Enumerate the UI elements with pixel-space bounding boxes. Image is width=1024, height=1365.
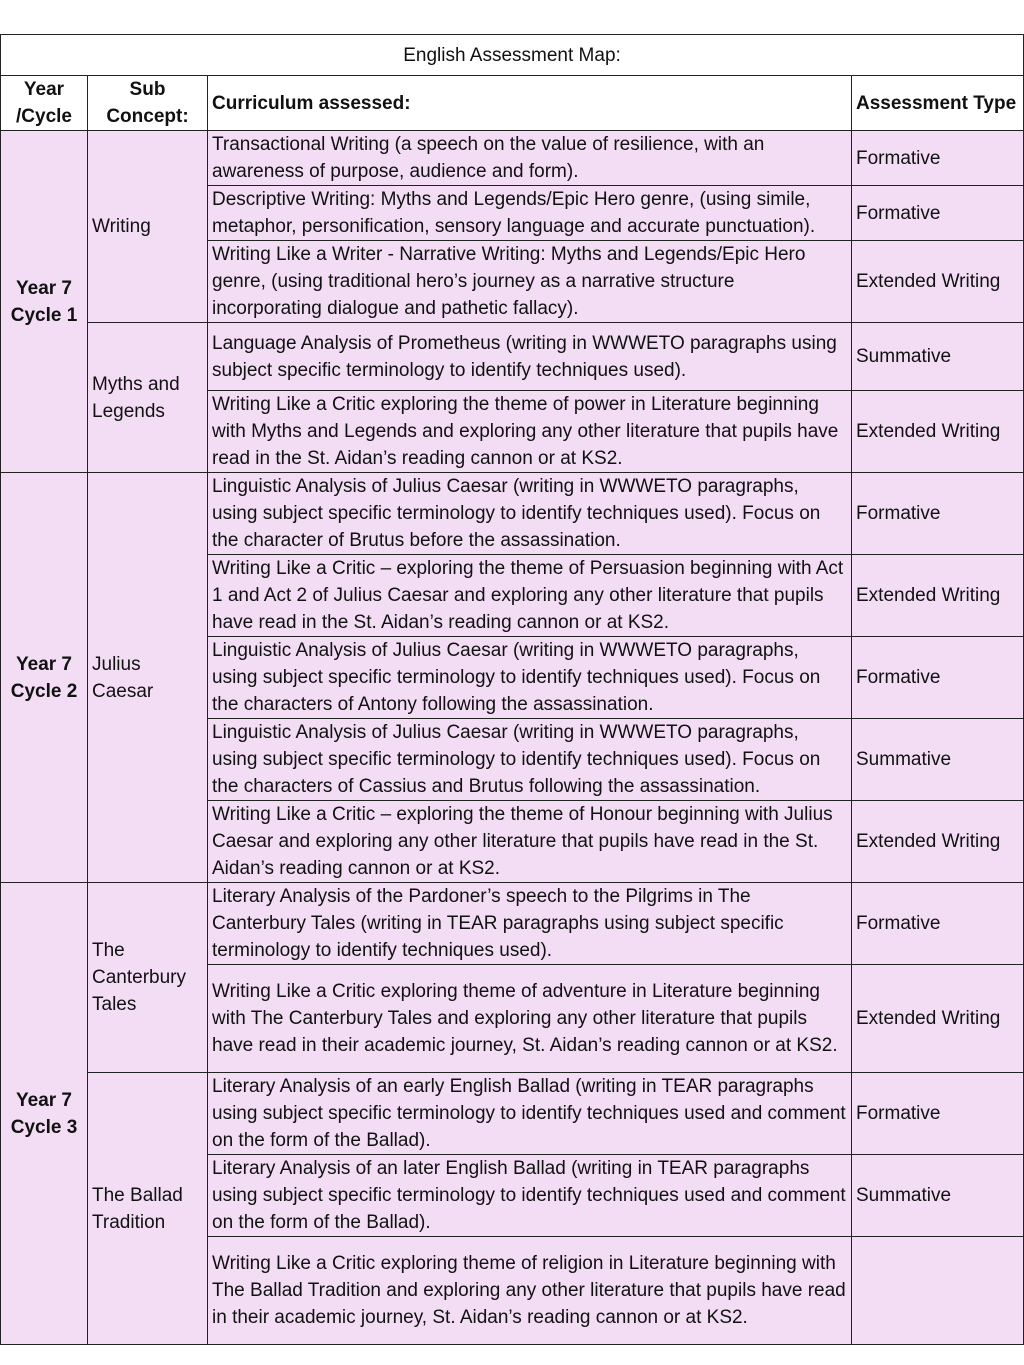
year-cycle-cell: Year 7 Cycle 3 — [1, 883, 88, 1345]
curriculum-cell: Transactional Writing (a speech on the value of resilience, with an awareness of purpose, audience and form). — [208, 131, 852, 186]
year-cycle-cell: Year 7 Cycle 2 — [1, 473, 88, 883]
assessment-type-cell: Formative — [852, 186, 1024, 241]
curriculum-cell: Literary Analysis of an later English Ballad (writing in TEAR paragraphs using subject specific terminology to identify techniques used and comment on the form of the Ballad). — [208, 1155, 852, 1237]
curriculum-cell: Writing Like a Critic exploring theme of adventure in Literature beginning with The Canterbury Tales and exploring any other literature that pupils have read in their academic journey, St. Aidan’s reading cannon or at KS2. — [208, 965, 852, 1073]
header-sub-concept: Sub Concept: — [88, 76, 208, 131]
curriculum-cell: Linguistic Analysis of Julius Caesar (writing in WWWETO paragraphs, using subject specific terminology to identify techniques used). Focus on the character of Brutus before the assassination. — [208, 473, 852, 555]
assessment-type-cell — [852, 1237, 1024, 1345]
assessment-type-cell: Formative — [852, 883, 1024, 965]
assessment-type-cell: Formative — [852, 1073, 1024, 1155]
header-curriculum: Curriculum assessed: — [208, 76, 852, 131]
assessment-type-cell: Extended Writing — [852, 555, 1024, 637]
assessment-type-cell: Extended Writing — [852, 391, 1024, 473]
sub-concept-cell: The Ballad Tradition — [88, 1073, 208, 1345]
sub-concept-cell: Writing — [88, 131, 208, 323]
assessment-type-cell: Extended Writing — [852, 801, 1024, 883]
assessment-type-cell: Extended Writing — [852, 241, 1024, 323]
assessment-type-cell: Summative — [852, 1155, 1024, 1237]
curriculum-cell: Linguistic Analysis of Julius Caesar (writing in WWWETO paragraphs, using subject specific terminology to identify techniques used). Focus on the characters of Cassius and Brutus following the assassination. — [208, 719, 852, 801]
header-assessment-type: Assessment Type — [852, 76, 1024, 131]
assessment-type-cell: Formative — [852, 473, 1024, 555]
assessment-map-table — [0, 34, 1024, 1345]
year-cycle-cell: Year 7 Cycle 1 — [1, 131, 88, 473]
sub-concept-cell: Julius Caesar — [88, 473, 208, 883]
sub-concept-cell: The Canterbury Tales — [88, 883, 208, 1073]
assessment-type-cell: Summative — [852, 323, 1024, 391]
table-row — [1, 1073, 1024, 1155]
assessment-type-cell: Formative — [852, 637, 1024, 719]
curriculum-cell: Writing Like a Critic exploring theme of religion in Literature beginning with The Ballad Tradition and exploring any other literature that pupils have read in their academic journey, St. Aidan’s reading cannon or at KS2. — [208, 1237, 852, 1345]
table-body — [1, 131, 1024, 1345]
curriculum-cell: Literary Analysis of the Pardoner’s speech to the Pilgrims in The Canterbury Tales (writing in TEAR paragraphs using subject specific terminology to identify techniques used). — [208, 883, 852, 965]
curriculum-cell: Linguistic Analysis of Julius Caesar (writing in WWWETO paragraphs, using subject specific terminology to identify techniques used). Focus on the characters of Antony following the assassination. — [208, 637, 852, 719]
table-row — [1, 883, 1024, 965]
curriculum-cell: Literary Analysis of an early English Ballad (writing in TEAR paragraphs using subject specific terminology to identify techniques used and comment on the form of the Ballad). — [208, 1073, 852, 1155]
header-year-cycle: Year /Cycle — [1, 76, 88, 131]
curriculum-cell: Writing Like a Critic – exploring the theme of Persuasion beginning with Act 1 and Act 2 of Julius Caesar and exploring any other literature that pupils have read in the St. Aidan’s reading cannon or at KS2. — [208, 555, 852, 637]
table-title: English Assessment Map: — [1, 35, 1024, 76]
curriculum-cell: Writing Like a Critic exploring the theme of power in Literature beginning with Myths and Legends and exploring any other literature that pupils have read in the St. Aidan’s reading cannon or at KS2. — [208, 391, 852, 473]
curriculum-cell: Descriptive Writing: Myths and Legends/Epic Hero genre, (using simile, metaphor, personification, sensory language and accurate punctuation). — [208, 186, 852, 241]
sub-concept-cell: Myths and Legends — [88, 323, 208, 473]
curriculum-cell: Writing Like a Writer - Narrative Writing: Myths and Legends/Epic Hero genre, (using traditional hero’s journey as a narrative structure incorporating dialogue and pathetic fallacy). — [208, 241, 852, 323]
table-row — [1, 323, 1024, 391]
assessment-type-cell: Formative — [852, 131, 1024, 186]
table-row — [1, 131, 1024, 186]
table-row — [1, 473, 1024, 555]
assessment-type-cell: Extended Writing — [852, 965, 1024, 1073]
curriculum-cell: Language Analysis of Prometheus (writing in WWWETO paragraphs using subject specific terminology to identify techniques used). — [208, 323, 852, 391]
curriculum-cell: Writing Like a Critic – exploring the theme of Honour beginning with Julius Caesar and exploring any other literature that pupils have read in the St. Aidan’s reading cannon or at KS2. — [208, 801, 852, 883]
assessment-type-cell: Summative — [852, 719, 1024, 801]
